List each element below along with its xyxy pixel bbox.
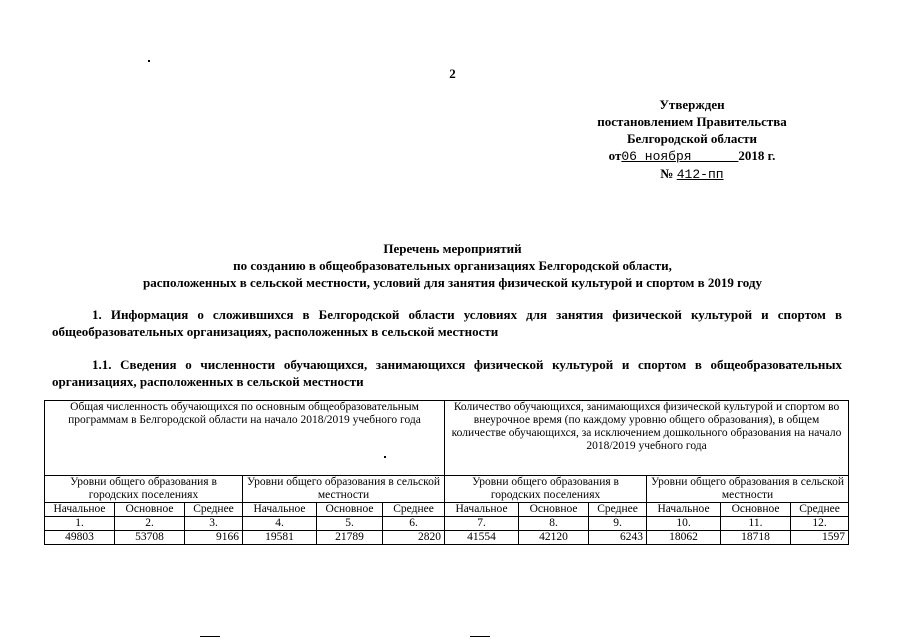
- title-line2: по созданию в общеобразовательных организациях Белгородской области,: [233, 258, 672, 273]
- value-cell: 49803: [45, 531, 115, 545]
- title-line1: Перечень мероприятий: [383, 241, 522, 256]
- section-1-1-text: 1.1. Сведения о численности обучающихся, занимающихся физической культурой и спортом в общеобразовательных организациях, расположенных в сельской местности: [52, 357, 842, 389]
- level-cell: Начальное: [243, 503, 317, 517]
- colnum-cell: 8.: [519, 517, 589, 531]
- approval-line2: постановлением Правительства: [597, 114, 787, 129]
- colnum-cell: 6.: [383, 517, 445, 531]
- scan-line: [200, 636, 220, 637]
- value-cell: 18718: [721, 531, 791, 545]
- value-cell: 1597: [791, 531, 849, 545]
- value-cell: 9166: [185, 531, 243, 545]
- level-cell: Начальное: [45, 503, 115, 517]
- value-cell: 2820: [383, 531, 445, 545]
- colnum-cell: 2.: [115, 517, 185, 531]
- table-values-row: [45, 531, 849, 545]
- level-cell: Начальное: [445, 503, 519, 517]
- value-cell: 6243: [589, 531, 647, 545]
- subheader-rural-1: Уровни общего образования в сельской местности: [243, 476, 445, 503]
- scan-speck: [148, 60, 150, 62]
- header-total: Общая численность обучающихся по основным общеобразовательным программам в Белгородской области на начало 2018/2019 учебного года: [45, 401, 445, 476]
- approval-number: [560, 165, 824, 183]
- colnum-cell: 12.: [791, 517, 849, 531]
- approval-block: [560, 96, 824, 183]
- level-cell: Начальное: [647, 503, 721, 517]
- page-number: 2: [449, 66, 456, 81]
- value-cell: 19581: [243, 531, 317, 545]
- section-1-text: 1. Информация о сложившихся в Белгородской области условиях для занятия физической культурой и спортом в общеобразовательных организациях, расположенных в сельской местности: [52, 307, 842, 339]
- number-prefix: №: [660, 166, 674, 181]
- title-line3: расположенных в сельской местности, условий для занятия физической культурой и спортом в 2019 году: [143, 275, 762, 290]
- approval-date: [560, 147, 824, 165]
- table-header-row: [45, 401, 849, 476]
- level-cell: Среднее: [185, 503, 243, 517]
- level-cell: Среднее: [383, 503, 445, 517]
- colnum-cell: 3.: [185, 517, 243, 531]
- colnum-cell: 11.: [721, 517, 791, 531]
- value-cell: 53708: [115, 531, 185, 545]
- subheader-rural-2: Уровни общего образования в сельской местности: [647, 476, 849, 503]
- table-colnum-row: [45, 517, 849, 531]
- colnum-cell: 7.: [445, 517, 519, 531]
- date-prefix: от: [608, 148, 622, 163]
- colnum-cell: 1.: [45, 517, 115, 531]
- approval-line3: Белгородской области: [626, 131, 758, 146]
- colnum-cell: 5.: [317, 517, 383, 531]
- value-cell: 18062: [647, 531, 721, 545]
- value-cell: 41554: [445, 531, 519, 545]
- level-cell: Основное: [721, 503, 791, 517]
- level-cell: Основное: [317, 503, 383, 517]
- section-1-heading: [52, 306, 842, 340]
- table-levels-row: [45, 503, 849, 517]
- value-cell: 42120: [519, 531, 589, 545]
- value-cell: 21789: [317, 531, 383, 545]
- level-cell: Основное: [115, 503, 185, 517]
- number-value: 412-пп: [676, 167, 724, 182]
- subheader-urban-2: Уровни общего образования в городских поселениях: [445, 476, 647, 503]
- table-subheader-row: [45, 476, 849, 503]
- scan-speck: [384, 456, 386, 458]
- students-table: [44, 400, 849, 545]
- date-blank: [692, 149, 739, 164]
- date-suffix: 2018 г.: [738, 148, 776, 163]
- header-sports: Количество обучающихся, занимающихся физической культурой и спортом во внеурочное время (по каждому уровню общего образования), в общем количестве обучающихся, за исключением дошкольного образования на начало 2018/2019 учебного года: [445, 401, 849, 476]
- colnum-cell: 4.: [243, 517, 317, 531]
- colnum-cell: 9.: [589, 517, 647, 531]
- section-1-1-heading: [52, 356, 842, 390]
- subheader-urban-1: Уровни общего образования в городских поселениях: [45, 476, 243, 503]
- level-cell: Среднее: [589, 503, 647, 517]
- level-cell: Среднее: [791, 503, 849, 517]
- document-title: [0, 240, 905, 291]
- approval-line1: Утвержден: [659, 97, 725, 112]
- colnum-cell: 10.: [647, 517, 721, 531]
- level-cell: Основное: [519, 503, 589, 517]
- date-value: 06 ноября: [621, 149, 692, 164]
- scan-line: [470, 636, 490, 637]
